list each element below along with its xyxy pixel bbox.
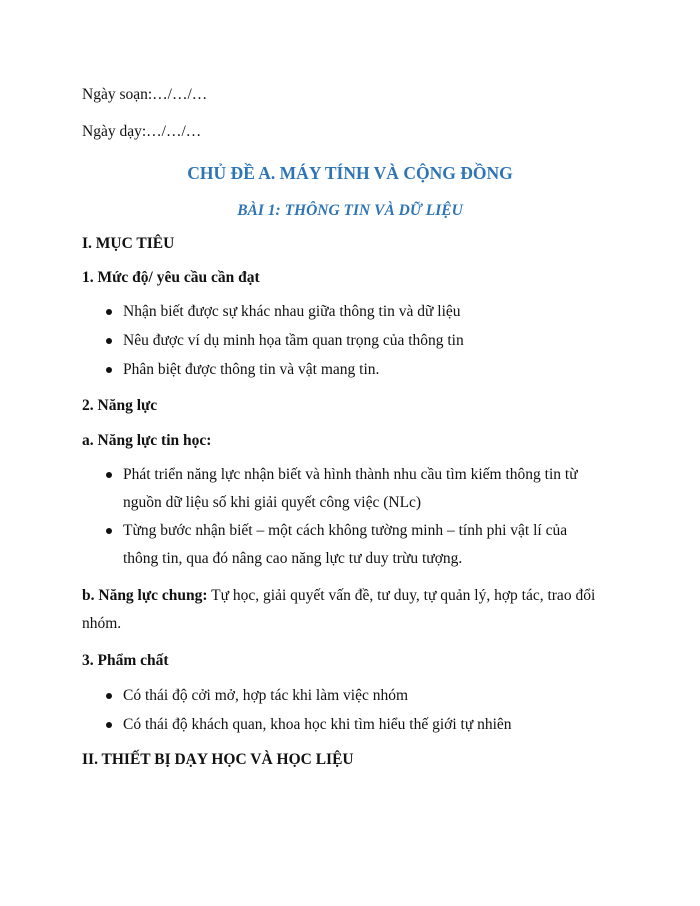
list-item: Có thái độ cởi mở, hợp tác khi làm việc nhóm xyxy=(123,687,409,704)
bullet-dot xyxy=(106,693,112,699)
bullet-dot xyxy=(106,338,112,344)
general-competency-label: b. Năng lực chung: xyxy=(82,587,208,604)
bullet-dot xyxy=(106,472,112,478)
subheading-requirements: 1. Mức độ/ yêu cầu cần đạt xyxy=(82,269,260,286)
list-item: Nhận biết được sự khác nhau giữa thông tin và dữ liệu xyxy=(123,303,461,320)
lesson-title: BÀI 1: THÔNG TIN VÀ DỮ LIỆU xyxy=(237,202,463,219)
general-competency-continuation: nhóm. xyxy=(82,615,122,632)
bullet-dot xyxy=(106,528,112,534)
topic-title: CHỦ ĐỀ A. MÁY TÍNH VÀ CỘNG ĐỒNG xyxy=(187,163,513,183)
subheading-it-competency: a. Năng lực tin học: xyxy=(82,432,212,449)
list-item-continuation: nguồn dữ liệu số khi giải quyết công việc (NLc) xyxy=(123,494,422,511)
list-item: Từng bước nhận biết – một cách không tường minh – tính phi vật lí của xyxy=(123,522,568,539)
section-heading-equipment: II. THIẾT BỊ DẠY HỌC VÀ HỌC LIỆU xyxy=(82,751,354,768)
bullet-dot xyxy=(106,309,112,315)
subheading-competency: 2. Năng lực xyxy=(82,397,158,414)
list-item: Phân biệt được thông tin và vật mang tin. xyxy=(123,361,380,378)
list-item: Có thái độ khách quan, khoa học khi tìm hiểu thế giới tự nhiên xyxy=(123,716,512,733)
list-item: Nêu được ví dụ minh họa tầm quan trọng của thông tin xyxy=(123,332,464,349)
date-prepared: Ngày soạn:…/…/… xyxy=(82,86,208,103)
section-heading-objectives: I. MỤC TIÊU xyxy=(82,235,175,252)
bullet-dot xyxy=(106,722,112,728)
date-taught: Ngày dạy:…/…/… xyxy=(82,123,202,140)
general-competency-line xyxy=(82,586,595,606)
list-item-continuation: thông tin, qua đó nâng cao năng lực tư duy trừu tượng. xyxy=(123,550,463,567)
list-item: Phát triển năng lực nhận biết và hình thành nhu cầu tìm kiếm thông tin từ xyxy=(123,466,578,483)
subheading-qualities: 3. Phẩm chất xyxy=(82,652,169,669)
bullet-dot xyxy=(106,367,112,373)
general-competency-text: Tự học, giải quyết vấn đề, tư duy, tự quản lý, hợp tác, trao đổi xyxy=(207,587,596,604)
